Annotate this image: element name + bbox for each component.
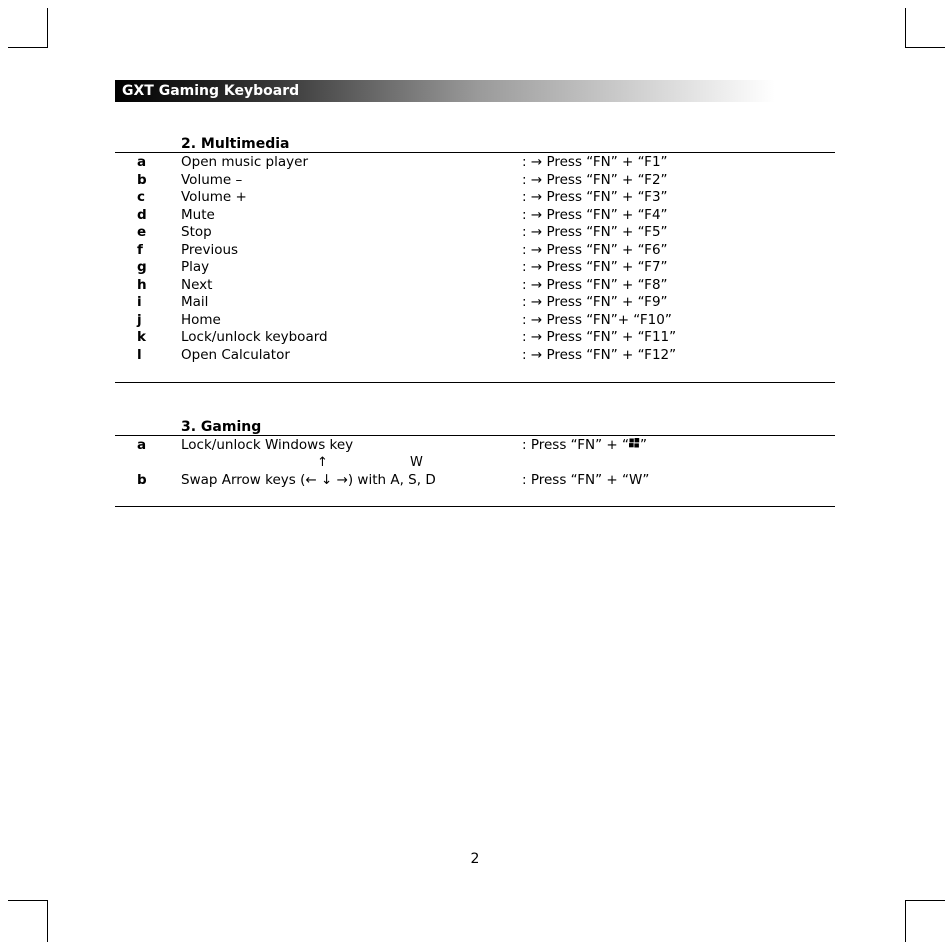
item-shortcut: : → Press “FN” + “F8” <box>522 276 668 293</box>
item-letter: a <box>137 154 147 170</box>
item-shortcut: : → Press “FN” + “F6” <box>522 241 668 258</box>
item-shortcut <box>522 437 647 454</box>
item-letter: j <box>137 311 142 328</box>
section-title: 2. Multimedia <box>181 136 290 152</box>
section-multimedia <box>115 135 835 385</box>
item-shortcut: : → Press “FN” + “F4” <box>522 206 668 223</box>
item-label: Mail <box>181 294 209 310</box>
item-shortcut: : → Press “FN” + “F11” <box>522 329 677 345</box>
item-label: Lock/unlock Windows key <box>181 437 354 453</box>
item-letter: l <box>137 346 142 363</box>
list-item <box>115 294 835 311</box>
crop-mark-top-right-h <box>905 47 945 48</box>
item-label: Previous <box>181 241 239 258</box>
section-top-rule <box>115 152 835 153</box>
item-letter: c <box>137 189 146 205</box>
item-label: Swap Arrow keys (← ↓ →) with A, S, D <box>181 472 436 488</box>
section-top-rule <box>115 435 835 436</box>
item-letter: d <box>137 206 147 223</box>
crop-mark-bottom-right-v <box>905 900 906 942</box>
item-letter: e <box>137 224 147 240</box>
item-shortcut: : → Press “FN” + “F12” <box>522 346 677 363</box>
crop-mark-top-right-v <box>905 8 906 48</box>
item-letter: h <box>137 276 147 293</box>
crop-mark-bottom-left-h <box>8 900 48 901</box>
item-shortcut: : → Press “FN” + “F2” <box>522 171 668 188</box>
item-shortcut: : → Press “FN” + “F7” <box>522 259 668 275</box>
list-item <box>115 224 835 241</box>
item-label: Open Calculator <box>181 346 290 363</box>
item-letter: a <box>137 437 147 453</box>
page-number: 2 <box>470 851 480 867</box>
list-item <box>115 207 835 224</box>
item-letter: g <box>137 259 147 275</box>
item-letter: b <box>137 171 147 188</box>
list-item <box>115 259 835 276</box>
list-item <box>115 329 835 346</box>
windows-logo-icon <box>629 437 640 454</box>
list-item <box>115 154 835 171</box>
w-key-annotation: W <box>410 455 423 470</box>
section-title: 3. Gaming <box>181 419 262 435</box>
list-item <box>115 242 835 259</box>
item-label: Next <box>181 276 213 293</box>
item-letter: i <box>137 294 142 310</box>
item-label: Volume + <box>181 189 247 205</box>
item-label: Volume – <box>181 171 243 188</box>
shortcut-suffix: ” <box>640 437 647 453</box>
item-shortcut: : → Press “FN” + “F1” <box>522 154 668 170</box>
item-shortcut: : → Press “FN” + “F3” <box>522 189 668 205</box>
list-item <box>115 189 835 206</box>
list-item <box>115 437 835 454</box>
item-shortcut: : → Press “FN”+ “F10” <box>522 311 672 328</box>
document-title: GXT Gaming Keyboard <box>122 83 300 99</box>
crop-mark-bottom-right-h <box>905 900 945 901</box>
header-bar <box>115 80 775 102</box>
list-item <box>115 312 835 329</box>
item-letter: b <box>137 472 147 488</box>
section-bottom-rule <box>115 506 835 507</box>
up-arrow-annotation: ↑ <box>317 455 328 470</box>
item-label: Open music player <box>181 154 308 170</box>
section-gaming <box>115 418 835 510</box>
item-label: Home <box>181 311 221 328</box>
item-label: Stop <box>181 224 212 240</box>
list-item <box>115 472 835 489</box>
item-shortcut: : → Press “FN” + “F5” <box>522 224 668 240</box>
list-item <box>115 277 835 294</box>
crop-mark-bottom-left-v <box>47 900 48 942</box>
item-label: Lock/unlock keyboard <box>181 329 328 345</box>
item-shortcut: : Press “FN” + “W” <box>522 472 650 488</box>
item-letter: f <box>137 241 143 258</box>
item-letter: k <box>137 329 146 345</box>
item-label: Mute <box>181 206 215 223</box>
shortcut-prefix: : Press “FN” + “ <box>522 437 629 453</box>
item-shortcut: : → Press “FN” + “F9” <box>522 294 668 310</box>
crop-mark-top-left-v <box>47 8 48 48</box>
list-item <box>115 347 835 364</box>
section-bottom-rule <box>115 382 835 383</box>
list-item <box>115 172 835 189</box>
item-label: Play <box>181 259 210 275</box>
crop-mark-top-left-h <box>8 47 48 48</box>
